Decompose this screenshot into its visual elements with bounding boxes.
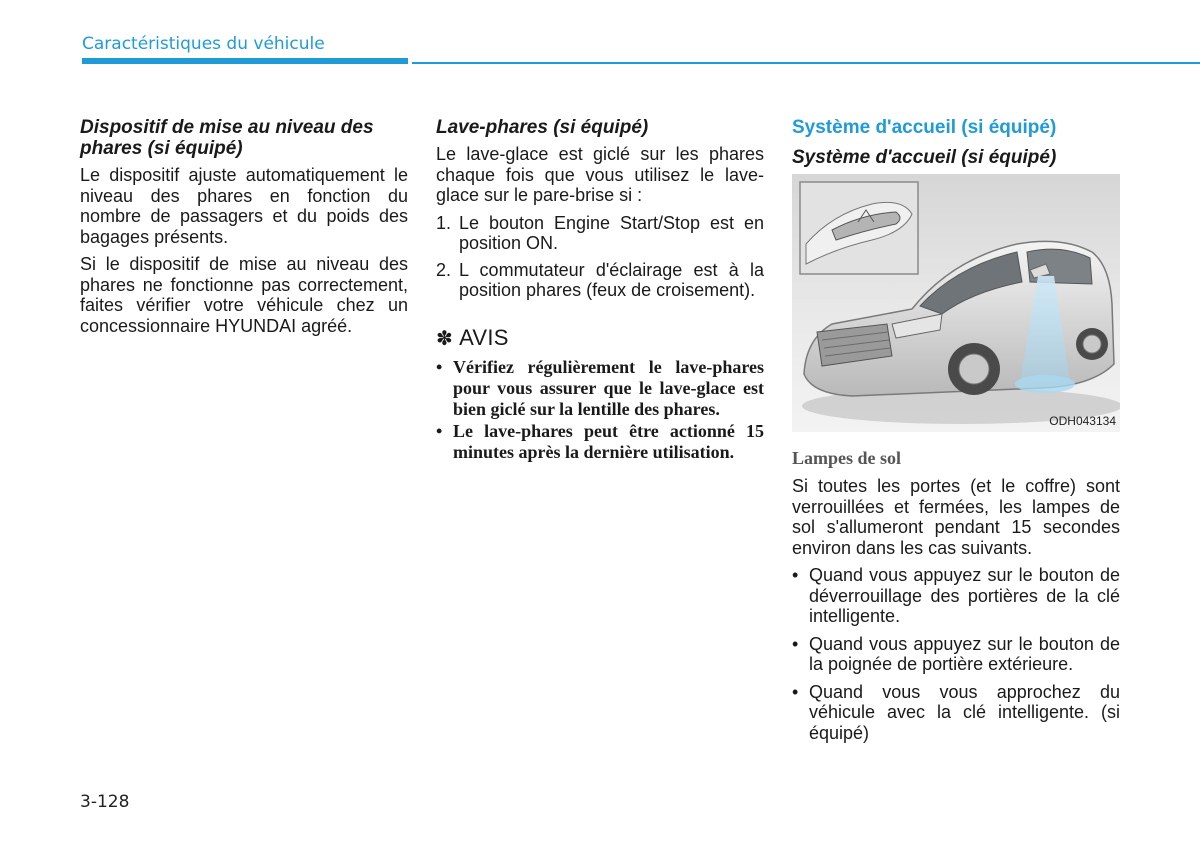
headlight-leveling-heading: Dispositif de mise au niveau des phares (si équipé) — [80, 117, 374, 159]
paragraph: Le dispositif ajuste automatiquement le niveau des phares en fonction du nombre de passagers et du poids des bagages présents. — [80, 165, 408, 247]
list-number: 2. — [436, 259, 452, 280]
column-1 — [80, 117, 408, 343]
bullet-icon: • — [792, 633, 799, 654]
puddle-lamp-illustration — [792, 174, 1120, 432]
column-2 — [436, 117, 764, 464]
list-item — [792, 682, 1120, 744]
notice-heading — [436, 325, 764, 351]
puddle-lamps-intro: Si toutes les portes (et le coffre) sont verrouillées et fermées, les lampes de sol s'allumeront pendant 15 secondes environ dans les cas suivants. — [792, 476, 1120, 558]
header-bar-thin — [412, 62, 1200, 64]
figure-code: ODH043134 — [1049, 414, 1116, 428]
list-item — [436, 213, 764, 254]
puddle-lamps-heading: Lampes de sol — [792, 448, 902, 468]
list-text: Quand vous appuyez sur le bouton de déverrouillage des portières de la clé intelligente. — [809, 565, 1120, 626]
page-number: 3-128 — [80, 792, 130, 812]
bullet-icon: • — [436, 356, 443, 377]
notice-asterisk-icon: ✽ — [436, 327, 454, 350]
list-item — [436, 260, 764, 301]
paragraph: Si le dispositif de mise au niveau des phares ne fonctionne pas correctement, faites vérifier votre véhicule chez un concessionnaire HYUNDAI agréé. — [80, 254, 408, 336]
list-text: Le bouton Engine Start/Stop est en position ON. — [459, 212, 764, 253]
list-text: Quand vous appuyez sur le bouton de la poignée de portière extérieure. — [809, 633, 1120, 674]
notice-text: Vérifiez régulièrement le lave-phares pour vous assurer que le lave-glace est bien giclé sur la lentille des phares. — [453, 356, 764, 419]
bullet-icon: • — [792, 681, 799, 702]
welcome-system-subheading: Système d'accueil (si équipé) — [792, 147, 1057, 168]
list-number: 1. — [436, 212, 452, 233]
welcome-system-heading: Système d'accueil (si équipé) — [792, 117, 1057, 138]
list-item — [792, 634, 1120, 675]
list-item — [792, 565, 1120, 627]
washer-conditions-list — [436, 213, 764, 301]
notice-list — [436, 357, 764, 463]
list-item — [436, 421, 764, 463]
column-3 — [792, 117, 1120, 750]
bullet-icon: • — [436, 420, 443, 441]
washer-intro: Le lave-glace est giclé sur les phares chaque fois que vous utilisez le lave-glace sur le pare-brise si : — [436, 144, 764, 205]
car-illustration — [792, 174, 1120, 432]
bullet-icon: • — [792, 565, 799, 585]
headlamp-washer-heading: Lave-phares (si équipé) — [436, 117, 649, 138]
notice-text: Le lave-phares peut être actionné 15 minutes après la dernière utilisation. — [453, 420, 764, 462]
notice-title: AVIS — [459, 324, 509, 350]
section-title: Caractéristiques du véhicule — [82, 34, 325, 54]
puddle-lamps-conditions — [792, 565, 1120, 743]
list-item — [436, 357, 764, 420]
list-text: Quand vous vous approchez du véhicule avec la clé intelligente. (si équipé) — [809, 681, 1120, 743]
header-bar-thick — [82, 58, 408, 64]
list-text: L commutateur d'éclairage est à la position phares (feux de croisement). — [459, 259, 764, 300]
